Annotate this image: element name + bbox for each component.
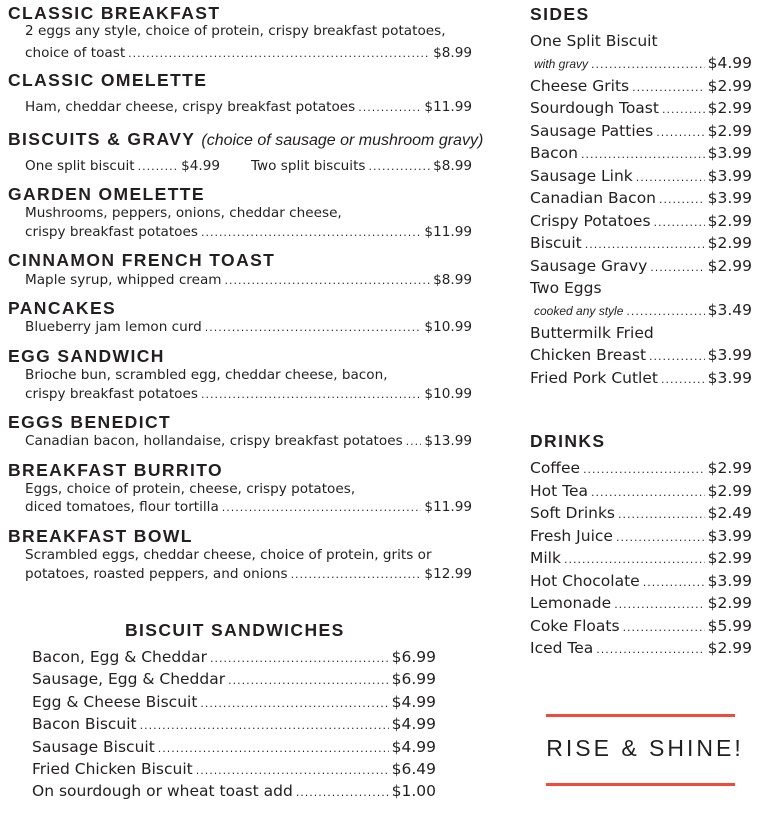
dot-leader — [205, 319, 422, 337]
dot-leader — [591, 483, 705, 503]
dot-leader — [225, 272, 431, 290]
section-title-5 — [8, 298, 116, 318]
item-name: Egg & Cheese Biscuit — [32, 692, 198, 711]
menu-item — [530, 323, 752, 343]
menu-item — [25, 223, 472, 242]
item-price: $2.99 — [707, 639, 752, 657]
item-name: Hot Tea — [530, 481, 589, 500]
top-red-rule — [546, 714, 735, 717]
menu-item — [530, 638, 752, 660]
item-price: $10.99 — [424, 386, 472, 402]
menu-item — [530, 188, 752, 210]
item-name: crispy breakfast potatoes — [25, 386, 198, 402]
menu-item — [530, 121, 752, 143]
menu-item — [32, 714, 436, 736]
section-title-8 — [8, 460, 223, 480]
item-price: $2.99 — [707, 459, 752, 477]
dot-leader — [581, 145, 705, 165]
menu-item — [530, 458, 752, 480]
dot-leader — [626, 302, 704, 322]
item-name: 2 eggs any style, choice of protein, crispy breakfast potatoes, — [25, 23, 446, 39]
dot-leader — [616, 528, 705, 548]
dot-leader — [643, 573, 705, 593]
menu-item — [530, 211, 752, 233]
item-name: with gravy — [534, 57, 589, 72]
item-price: $3.99 — [707, 368, 752, 387]
dot-leader — [564, 550, 705, 570]
menu-item — [32, 759, 436, 781]
menu-item — [25, 565, 472, 584]
item-name: Fried Pork Cutlet — [530, 368, 658, 387]
dot-leader — [596, 640, 704, 660]
section-note: (choice of sausage or mushroom gravy) — [201, 132, 484, 149]
item-price: $4.99 — [707, 54, 752, 73]
dot-leader — [662, 100, 705, 120]
item-price: $6.99 — [391, 670, 436, 689]
item-name: Milk — [530, 549, 561, 567]
dot-leader — [200, 694, 388, 714]
dot-leader — [291, 566, 422, 584]
item-name: potatoes, roasted peppers, and onions — [25, 566, 288, 582]
item-price: $8.99 — [433, 158, 472, 174]
dot-leader — [659, 190, 705, 210]
menu-item — [530, 76, 752, 98]
section-title-7 — [8, 412, 171, 432]
item-price: $4.99 — [391, 737, 436, 756]
menu-item — [530, 256, 752, 278]
menu-item — [25, 432, 472, 451]
dot-leader — [358, 99, 421, 117]
item-price: $1.00 — [391, 782, 436, 801]
drinks-title: DRINKS — [530, 431, 606, 451]
item-name: Chicken Breast — [530, 346, 647, 365]
dot-leader — [140, 716, 389, 736]
item-price: $10.99 — [424, 319, 472, 335]
item-price: $2.99 — [707, 121, 752, 140]
dot-leader — [201, 224, 421, 242]
item-price: $5.99 — [707, 616, 752, 635]
menu-item — [530, 278, 752, 298]
item-price: $2.99 — [707, 481, 752, 500]
menu-item — [530, 526, 752, 548]
item-price: $8.99 — [433, 272, 472, 288]
item-name: Cheese Grits — [530, 76, 630, 95]
dot-leader — [623, 618, 705, 638]
item-name: diced tomatoes, flour tortilla — [25, 499, 219, 515]
dot-leader — [650, 258, 704, 278]
menu-item — [530, 616, 752, 638]
menu-item — [25, 44, 472, 63]
item-name: Soft Drinks — [530, 504, 616, 522]
menu-item — [530, 143, 752, 165]
section-title: CLASSIC OMELETTE — [8, 70, 208, 90]
section-title: BREAKFAST BURRITO — [8, 460, 224, 480]
item-name: Lemonade — [530, 594, 612, 612]
item-name: Crispy Potatoes — [530, 211, 651, 230]
item-price: $2.99 — [707, 234, 752, 253]
item-price: $2.99 — [707, 256, 752, 275]
item-name: Blueberry jam lemon curd — [25, 319, 202, 335]
item-price: $2.99 — [707, 211, 752, 230]
item-name: Iced Tea — [530, 639, 594, 657]
item-price: $12.99 — [424, 566, 472, 582]
section-title-1 — [8, 70, 207, 90]
item-name: Sausage Biscuit — [32, 737, 155, 756]
dot-leader — [591, 55, 705, 75]
item-price: $3.99 — [707, 346, 752, 365]
item-price: $3.99 — [707, 166, 752, 185]
item-name: Hot Chocolate — [530, 571, 640, 590]
menu-item — [25, 546, 472, 564]
item-name: One Split Biscuit — [530, 32, 658, 50]
item-name: Coke Floats — [530, 616, 620, 635]
section-title-2 — [8, 129, 483, 151]
section-title: BREAKFAST BOWL — [8, 526, 193, 546]
dot-leader — [654, 213, 705, 233]
biscuit-sandwiches-title: BISCUIT SANDWICHES — [125, 620, 345, 640]
dot-leader — [661, 370, 705, 390]
menu-item — [25, 318, 472, 337]
item-price: $4.99 — [391, 692, 436, 711]
item-price: $2.99 — [707, 99, 752, 118]
item-price: $4.99 — [181, 158, 220, 174]
item-price: $6.99 — [391, 648, 436, 666]
dot-leader — [158, 739, 389, 759]
item-name: Mushrooms, peppers, onions, cheddar cheese, — [25, 205, 342, 221]
menu-item — [530, 548, 752, 570]
item-name: Sausage Patties — [530, 121, 654, 140]
menu-item — [530, 98, 752, 120]
item-price: $11.99 — [424, 224, 472, 240]
menu-item — [25, 98, 472, 117]
item-price: $3.99 — [707, 571, 752, 590]
item-name: Sourdough Toast — [530, 99, 659, 118]
item-name: Buttermilk Fried — [530, 323, 654, 342]
item-name: Scrambled eggs, cheddar cheese, choice of protein, grits or — [25, 547, 432, 563]
item-price: $4.99 — [391, 715, 436, 734]
menu-item — [25, 157, 220, 176]
dot-leader — [210, 649, 389, 669]
menu-item — [530, 233, 752, 255]
dot-leader — [138, 158, 178, 176]
menu-item — [32, 781, 436, 803]
item-name: cooked any style — [534, 304, 624, 319]
section-title: CINNAMON FRENCH TOAST — [8, 250, 276, 270]
menu-item — [25, 22, 472, 40]
section-title-6 — [8, 346, 165, 366]
dot-leader — [656, 123, 704, 143]
menu-item — [530, 166, 752, 188]
menu-item — [32, 647, 436, 669]
dot-leader — [649, 347, 705, 367]
sides-title: SIDES — [530, 4, 590, 24]
item-price: $3.99 — [707, 144, 752, 163]
dot-leader — [636, 168, 705, 188]
menu-item — [25, 271, 472, 290]
menu-item — [530, 300, 752, 322]
item-name: Canadian bacon, hollandaise, crispy breakfast potatoes — [25, 433, 403, 449]
menu-item — [530, 31, 752, 51]
section-title: PANCAKES — [8, 298, 117, 318]
dot-leader — [128, 45, 430, 63]
item-price: $3.99 — [707, 526, 752, 545]
menu-item — [530, 481, 752, 503]
item-price: $2.99 — [707, 549, 752, 567]
section-title: EGGS BENEDICT — [8, 412, 172, 432]
dot-leader — [618, 505, 705, 525]
menu-item — [25, 480, 472, 498]
menu-item — [530, 368, 752, 390]
item-price: $3.49 — [707, 301, 752, 320]
item-price: $13.99 — [424, 433, 472, 449]
item-name: One split biscuit — [25, 158, 135, 174]
item-name: Maple syrup, whipped cream — [25, 272, 222, 288]
dot-leader — [583, 460, 705, 480]
menu-item — [25, 498, 472, 517]
dot-leader — [614, 595, 704, 615]
item-price: $3.99 — [707, 189, 752, 208]
item-name: Bacon — [530, 144, 578, 163]
menu-item — [530, 593, 752, 615]
item-price: $6.49 — [391, 760, 436, 778]
dot-leader — [222, 499, 422, 517]
item-price: $8.99 — [433, 45, 472, 61]
menu-item — [530, 503, 752, 525]
item-name: crispy breakfast potatoes — [25, 224, 198, 240]
menu-item — [530, 571, 752, 593]
item-name: Two Eggs — [530, 278, 602, 297]
item-name: choice of toast — [25, 45, 126, 61]
dot-leader — [369, 158, 431, 176]
item-name: Biscuit — [530, 234, 582, 253]
section-title-0 — [8, 3, 220, 23]
menu-item — [25, 385, 472, 404]
dot-leader — [196, 761, 389, 781]
item-name: Sausage, Egg & Cheddar — [32, 670, 226, 689]
item-name: Sausage Gravy — [530, 256, 648, 275]
section-title-4 — [8, 250, 275, 270]
item-price: $11.99 — [424, 499, 472, 515]
dot-leader — [296, 783, 389, 803]
menu-item — [251, 157, 472, 176]
menu-item — [25, 204, 472, 222]
item-name: Sausage Link — [530, 166, 633, 185]
section-title: GARDEN OMELETTE — [8, 184, 205, 204]
dot-leader — [201, 386, 421, 404]
slogan: RISE & SHINE! — [546, 735, 744, 761]
item-name: Ham, cheddar cheese, crispy breakfast potatoes — [25, 99, 356, 115]
section-title: BISCUITS & GRAVY — [8, 129, 196, 149]
section-title-3 — [8, 184, 205, 204]
item-price: $2.99 — [707, 76, 752, 95]
item-name: Coffee — [530, 459, 581, 477]
item-price: $11.99 — [424, 99, 472, 115]
bottom-red-rule — [546, 783, 735, 786]
item-price: $2.49 — [707, 504, 752, 522]
menu-item — [32, 737, 436, 759]
section-title: EGG SANDWICH — [8, 346, 165, 366]
item-name: Brioche bun, scrambled egg, cheddar cheese, bacon, — [25, 367, 388, 383]
item-name: Bacon, Egg & Cheddar — [32, 648, 207, 666]
section-title: CLASSIC BREAKFAST — [8, 3, 221, 23]
menu-item — [25, 366, 472, 384]
menu-item — [530, 345, 752, 367]
item-name: On sourdough or wheat toast add — [32, 782, 293, 801]
item-name: Bacon Biscuit — [32, 715, 137, 734]
section-title-9 — [8, 526, 193, 546]
dot-leader — [632, 78, 705, 98]
menu-item — [32, 669, 436, 691]
item-name: Two split biscuits — [251, 158, 366, 174]
menu-item — [32, 692, 436, 714]
item-name: Canadian Bacon — [530, 189, 656, 208]
item-name: Fresh Juice — [530, 526, 613, 545]
dot-leader — [406, 433, 422, 451]
menu-item — [530, 53, 752, 75]
item-name: Eggs, choice of protein, cheese, crispy potatoes, — [25, 481, 356, 497]
dot-leader — [228, 671, 389, 691]
item-price: $2.99 — [707, 594, 752, 612]
dot-leader — [585, 235, 705, 255]
item-name: Fried Chicken Biscuit — [32, 760, 193, 778]
